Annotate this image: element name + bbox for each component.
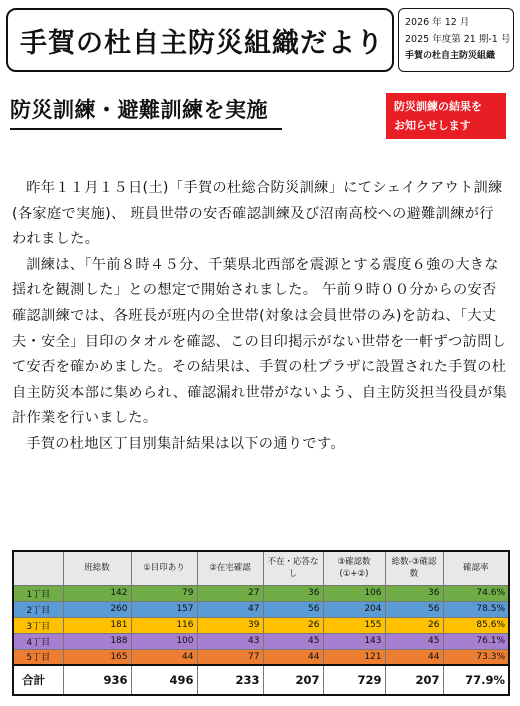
article-headline <box>10 94 282 130</box>
table-cell: 44 <box>263 649 323 665</box>
table-cell: 36 <box>385 585 443 601</box>
notice-line-2: お知らせします <box>394 119 471 132</box>
issue-date: 2026 年 12 月 <box>405 17 470 28</box>
paragraph-2: 訓練は、「午前８時４５分、千葉県北西部を震源とする震度６強の大きな揺れを観測した」との想定で開始されました。 午前９時００分からの安否確認訓練では、各班長が班内の全世帯(対象は会員世帯のみ)を訪ね、「大丈夫・安全」目印のタオルを確認、この目印掲示がない世帯を一軒ずつ訪問して安否を確かめました。その結果は、手賀の杜プラザに設置された手賀の杜自主防災本部に集められ、確認漏れ世帯がないよう、自主防災担当役員が集計作業を行いました。 <box>12 256 508 427</box>
table-cell: 45 <box>263 633 323 649</box>
table-cell: 85.6% <box>443 617 509 633</box>
header-cell: ③確認数(①+②) <box>323 551 385 585</box>
total-cell: 207 <box>385 665 443 695</box>
results-table <box>12 550 510 696</box>
headline-text: 防災訓練・避難訓練を実施 <box>10 98 268 122</box>
paragraph-3: 手賀の杜地区丁目別集計結果は以下の通りです。 <box>26 435 345 452</box>
table-row <box>13 649 509 665</box>
table-row <box>13 585 509 601</box>
table-cell: 45 <box>385 633 443 649</box>
total-cell: 936 <box>63 665 131 695</box>
table-cell: 79 <box>131 585 197 601</box>
table-cell: 56 <box>385 601 443 617</box>
newsletter-title: 手賀の杜自主防災組織だより <box>20 27 384 59</box>
header-cell <box>13 551 63 585</box>
header-cell: 不在・応答なし <box>263 551 323 585</box>
total-cell: 729 <box>323 665 385 695</box>
row-label: 5丁目 <box>13 649 63 665</box>
table-cell: 26 <box>263 617 323 633</box>
table-row <box>13 633 509 649</box>
table-cell: 74.6% <box>443 585 509 601</box>
issue-info-box <box>398 8 514 72</box>
table-cell: 26 <box>385 617 443 633</box>
article-body <box>12 176 508 458</box>
table-cell: 165 <box>63 649 131 665</box>
row-label: 3丁目 <box>13 617 63 633</box>
table-row <box>13 617 509 633</box>
table-cell: 43 <box>197 633 263 649</box>
table-cell: 204 <box>323 601 385 617</box>
table-cell: 143 <box>323 633 385 649</box>
issue-number: 2025 年度第 21 期-1 号 <box>405 34 511 45</box>
table-cell: 260 <box>63 601 131 617</box>
total-cell: 77.9% <box>443 665 509 695</box>
masthead <box>6 8 394 72</box>
table-cell: 56 <box>263 601 323 617</box>
header-cell: ①目印あり <box>131 551 197 585</box>
header-cell: 総数-③確認数 <box>385 551 443 585</box>
table-cell: 73.3% <box>443 649 509 665</box>
table-cell: 47 <box>197 601 263 617</box>
table-cell: 142 <box>63 585 131 601</box>
total-cell: 207 <box>263 665 323 695</box>
table-total-row <box>13 665 509 695</box>
paragraph-1: 昨年１１月１５日(土)「手賀の杜総合防災訓練」にてシェイクアウト訓練(各家庭で実施)、 班員世帯の安否確認訓練及び沼南高校への避難訓練が行われました。 <box>12 180 503 248</box>
table-cell: 181 <box>63 617 131 633</box>
table-cell: 116 <box>131 617 197 633</box>
table-cell: 36 <box>263 585 323 601</box>
table-cell: 188 <box>63 633 131 649</box>
table-cell: 121 <box>323 649 385 665</box>
header-cell: 確認率 <box>443 551 509 585</box>
total-label: 合計 <box>13 665 63 695</box>
row-label: 4丁目 <box>13 633 63 649</box>
header-cell: 班総数 <box>63 551 131 585</box>
total-cell: 496 <box>131 665 197 695</box>
table-header-row <box>13 551 509 585</box>
row-label: 2丁目 <box>13 601 63 617</box>
table-cell: 44 <box>385 649 443 665</box>
notice-line-1: 防災訓練の結果を <box>394 100 482 113</box>
table-cell: 77 <box>197 649 263 665</box>
notice-badge <box>386 93 506 139</box>
table-cell: 39 <box>197 617 263 633</box>
table-cell: 27 <box>197 585 263 601</box>
table-row <box>13 601 509 617</box>
table-cell: 106 <box>323 585 385 601</box>
table-cell: 157 <box>131 601 197 617</box>
table-cell: 78.5% <box>443 601 509 617</box>
total-cell: 233 <box>197 665 263 695</box>
table-cell: 155 <box>323 617 385 633</box>
issue-organization: 手賀の杜自主防災組織 <box>405 51 496 61</box>
table-cell: 44 <box>131 649 197 665</box>
table-cell: 76.1% <box>443 633 509 649</box>
row-label: 1丁目 <box>13 585 63 601</box>
header-cell: ②在宅確認 <box>197 551 263 585</box>
table-cell: 100 <box>131 633 197 649</box>
